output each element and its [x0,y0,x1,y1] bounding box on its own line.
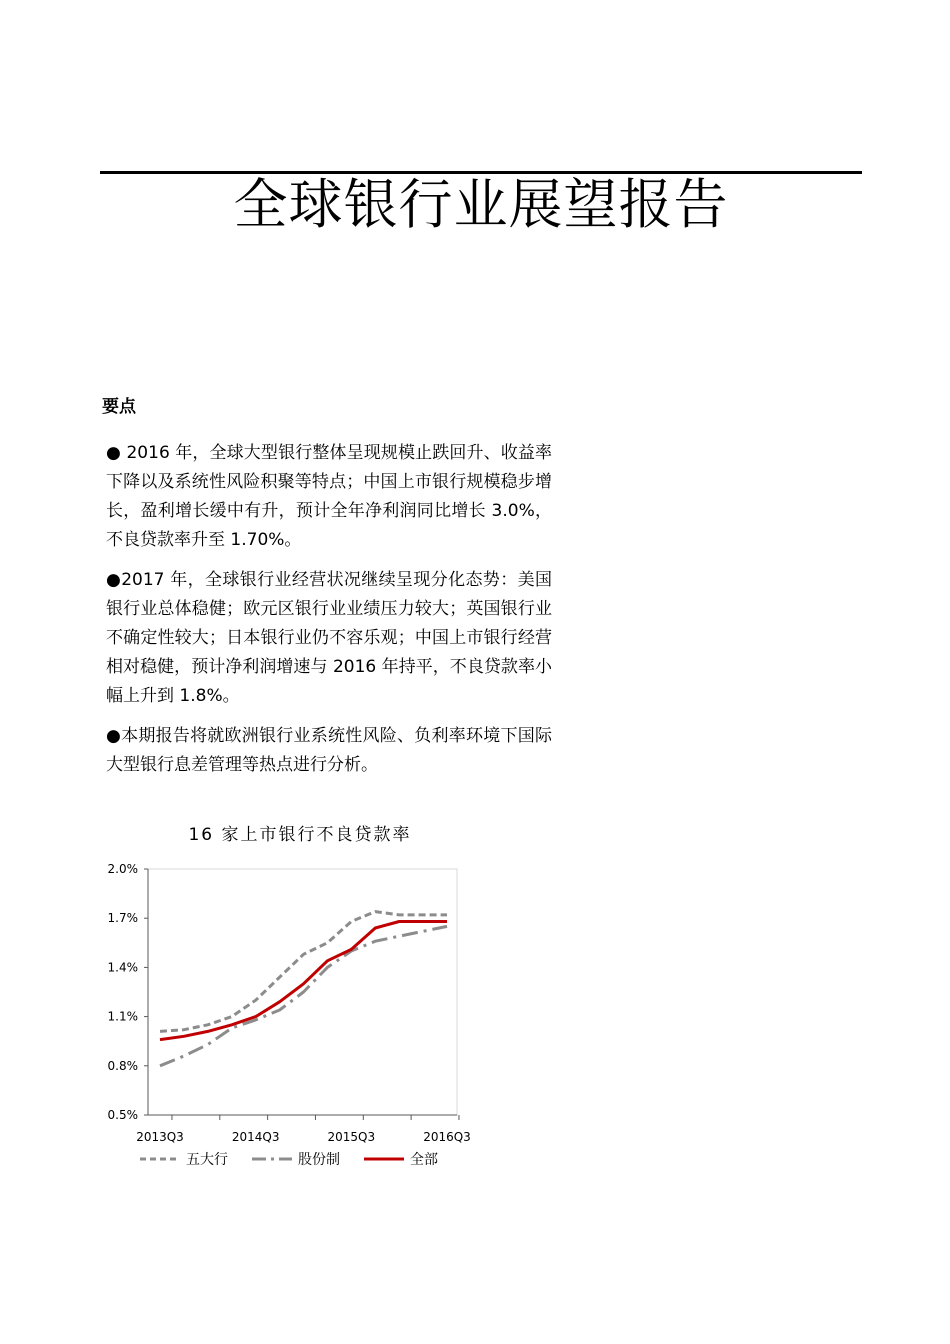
y-tick-label: 1.4% [107,960,138,975]
x-tick-label: 2013Q3 [136,1130,184,1144]
legend-label: 五大行 [186,1152,228,1168]
bullet-item: ● 2016 年，全球大型银行整体呈现规模止跌回升、收益率下降以及系统性风险积聚等特点；中国上市银行规模稳步增长，盈利增长缓中有升，预计全年净利润同比增长 3.0%，不良贷款率升至 1.70%。 [106,443,552,550]
series-line-1 [160,912,447,1032]
section-heading: 要点 [102,397,136,417]
bullet-list [106,439,552,791]
series-line-2 [160,926,447,1065]
chart-title: 16 家上市银行不良贷款率 [188,825,412,845]
document-title: 全球银行业展望报告 [233,173,729,236]
x-tick-label: 2014Q3 [231,1130,280,1144]
legend-item-big-five [140,1149,228,1169]
legend-swatch [364,1154,404,1164]
y-tick-label: 1.7% [107,911,138,926]
x-tick-label: 2015Q3 [327,1130,376,1144]
y-tick-label: 1.1% [107,1009,138,1024]
y-tick-label: 0.5% [107,1108,138,1122]
chart-legend [140,1149,520,1171]
legend-label: 全部 [410,1152,438,1168]
legend-item-joint-stock [252,1149,340,1169]
legend-label: 股份制 [298,1152,340,1168]
bullet-item: ●本期报告将就欧洲银行业系统性风险、负利率环境下国际大型银行息差管理等热点进行分析。 [106,726,552,775]
series-line-3 [160,922,447,1040]
y-tick-label: 0.8% [107,1058,138,1073]
x-tick-label: 2016Q3 [423,1130,471,1144]
y-tick-label: 2.0% [107,862,138,876]
npl-line-chart [100,855,480,1145]
legend-item-all [364,1149,438,1169]
bullet-item: ●2017 年，全球银行业经营状况继续呈现分化态势：美国银行业总体稳健；欧元区银行业业绩压力较大；英国银行业不确定性较大；日本银行业仍不容乐观；中国上市银行经营相对稳健，预计净利润增速与 2016 年持平，不良贷款率小幅上升到 1.8%。 [106,570,552,706]
legend-swatch [140,1154,180,1164]
legend-swatch [252,1154,292,1164]
